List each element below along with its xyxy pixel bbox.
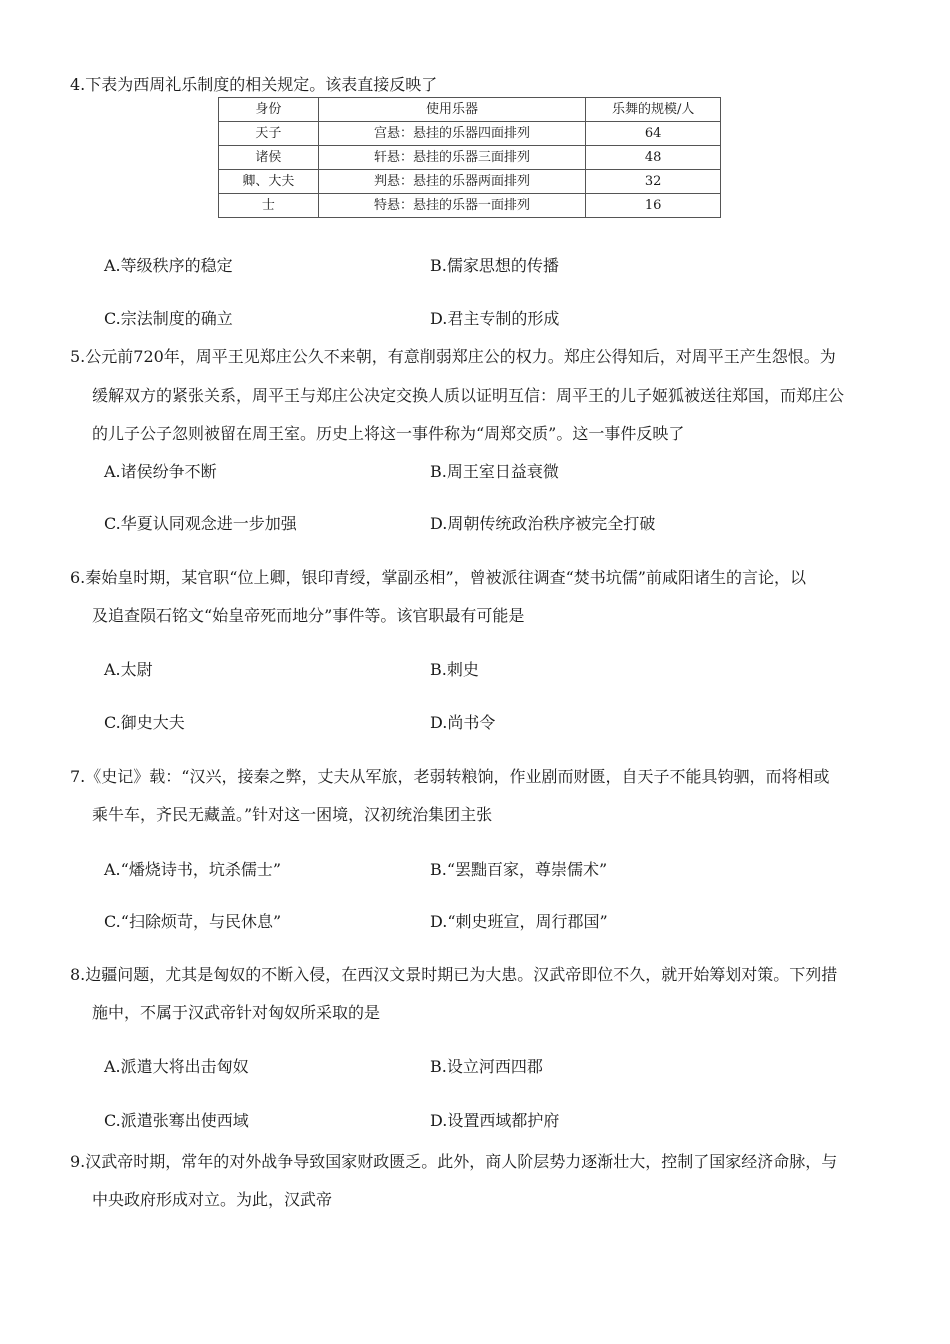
- table-row: [219, 194, 721, 218]
- q5-option-a: A.诸侯纷争不断: [104, 462, 217, 481]
- q6-option-d: D.尚书令: [430, 713, 496, 732]
- table-cell: 32: [586, 170, 721, 194]
- q5-stem-line-1: 5.公元前720年，周平王见郑庄公久不来朝，有意削弱郑庄公的权力。郑庄公得知后，对周平王产生怨恨。为: [70, 347, 836, 366]
- q8-option-b: B.设立河西四郡: [430, 1057, 543, 1076]
- table-header-cell: 乐舞的规模/人: [586, 98, 721, 122]
- table-row: [219, 122, 721, 146]
- q7-stem-line-2: 乘牛车，齐民无藏盖。”针对这一困境，汉初统治集团主张: [92, 805, 493, 824]
- q5-option-c: C.华夏认同观念进一步加强: [104, 514, 297, 533]
- q7-option-c: C.“扫除烦苛，与民休息”: [104, 912, 282, 931]
- table-cell: 诸侯: [219, 146, 319, 170]
- q5-option-b: B.周王室日益衰微: [430, 462, 559, 481]
- q6-option-c: C.御史大夫: [104, 713, 185, 732]
- q5-option-d: D.周朝传统政治秩序被完全打破: [430, 514, 656, 533]
- q7-option-d: D.“刺史班宣，周行郡国”: [430, 912, 608, 931]
- q8-stem-line-1: 8.边疆问题，尤其是匈奴的不断入侵，在西汉文景时期已为大患。汉武帝即位不久，就开始筹划对策。下列措: [70, 965, 838, 984]
- q7-option-b: B.“罢黜百家，尊崇儒术”: [430, 860, 608, 879]
- q7-option-a: A.“燔烧诗书，坑杀儒士”: [104, 860, 282, 879]
- q9-stem-line-2: 中央政府形成对立。为此，汉武帝: [92, 1190, 333, 1209]
- table-cell: 轩悬：悬挂的乐器三面排列: [318, 146, 585, 170]
- q8-option-a: A.派遣大将出击匈奴: [104, 1057, 249, 1076]
- q8-option-c: C.派遣张骞出使西域: [104, 1111, 249, 1130]
- q6-option-a: A.太尉: [104, 660, 153, 679]
- q4-option-a: A.等级秩序的稳定: [104, 256, 233, 275]
- table-cell: 天子: [219, 122, 319, 146]
- table-cell: 判悬：悬挂的乐器两面排列: [318, 170, 585, 194]
- q8-option-d: D.设置西域都护府: [430, 1111, 560, 1130]
- q4-option-d: D.君主专制的形成: [430, 309, 560, 328]
- table-header-cell: 使用乐器: [318, 98, 585, 122]
- q6-stem-line-1: 6.秦始皇时期，某官职“位上卿，银印青绶，掌副丞相”，曾被派往调查“焚书坑儒”前咸阳诸生的言论，以: [70, 568, 806, 587]
- table-cell: 16: [586, 194, 721, 218]
- q8-stem-line-2: 施中，不属于汉武帝针对匈奴所采取的是: [92, 1003, 381, 1022]
- q7-stem-line-1: 7.《史记》载：“汉兴，接秦之弊，丈夫从军旅，老弱转粮饷，作业剧而财匮，自天子不能具钧驷，而将相或: [70, 767, 830, 786]
- table-cell: 士: [219, 194, 319, 218]
- q5-stem-line-3: 的儿子公子忽则被留在周王室。历史上将这一事件称为“周郑交质”。这一事件反映了: [92, 424, 685, 443]
- q5-stem-line-2: 缓解双方的紧张关系，周平王与郑庄公决定交换人质以证明互信：周平王的儿子姬狐被送往郑国，而郑庄公: [92, 386, 845, 405]
- table-cell: 卿、大夫: [219, 170, 319, 194]
- table-cell: 48: [586, 146, 721, 170]
- table-cell: 特悬：悬挂的乐器一面排列: [318, 194, 585, 218]
- q6-option-b: B.刺史: [430, 660, 479, 679]
- table-cell: 宫悬：悬挂的乐器四面排列: [318, 122, 585, 146]
- q4-option-c: C.宗法制度的确立: [104, 309, 233, 328]
- q4-option-b: B.儒家思想的传播: [430, 256, 559, 275]
- table-row: [219, 170, 721, 194]
- q4-stem: 4.下表为西周礼乐制度的相关规定。该表直接反映了: [70, 75, 438, 94]
- rites-table: [218, 97, 721, 218]
- q6-stem-line-2: 及追查陨石铭文“始皇帝死而地分”事件等。该官职最有可能是: [92, 606, 525, 625]
- table-header-cell: 身份: [219, 98, 319, 122]
- q9-stem-line-1: 9.汉武帝时期，常年的对外战争导致国家财政匮乏。此外，商人阶层势力逐渐壮大，控制了国家经济命脉，与: [70, 1152, 838, 1171]
- table-cell: 64: [586, 122, 721, 146]
- table-header-row: [219, 98, 721, 122]
- table-row: [219, 146, 721, 170]
